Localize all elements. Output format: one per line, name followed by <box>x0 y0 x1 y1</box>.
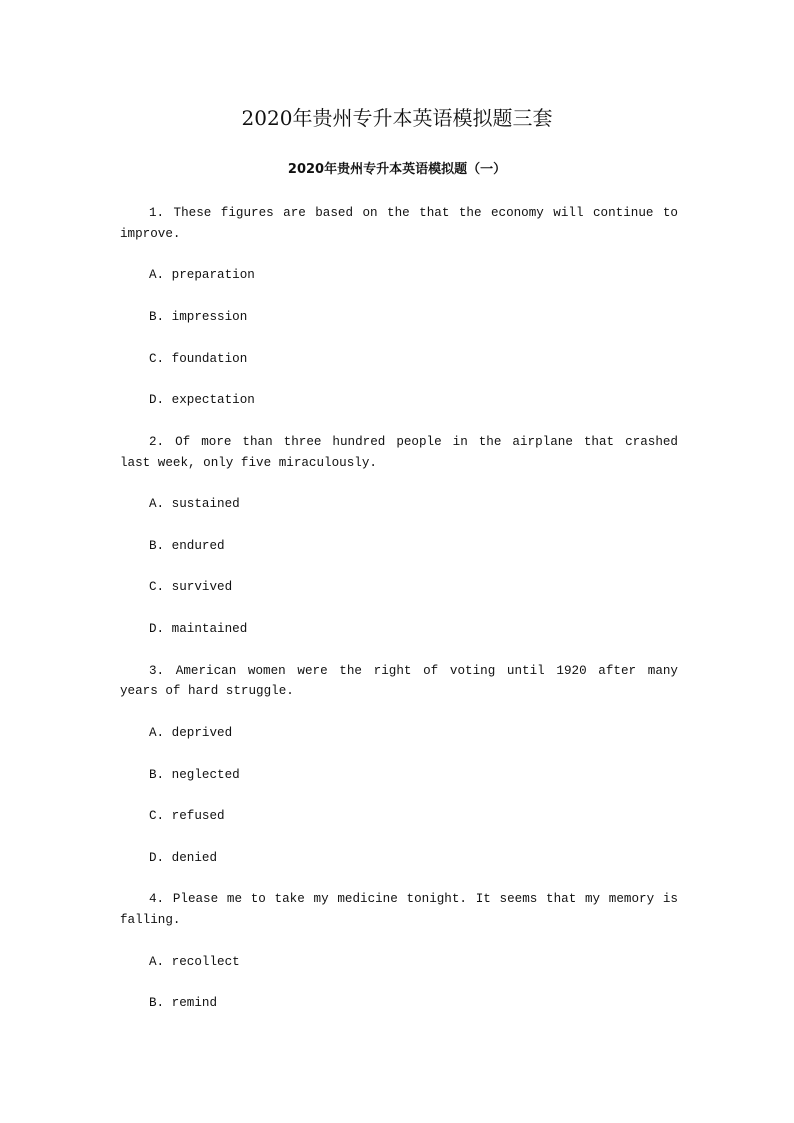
question-1-option-c: C. foundation <box>149 351 248 366</box>
question-1-option-a: A. preparation <box>149 268 255 283</box>
question-3-option-d: D. denied <box>149 850 218 865</box>
question-4-option-b: B. remind <box>149 996 218 1011</box>
question-1-stem: 1. These figures are based on the that the economy will continue to improve. <box>120 206 678 241</box>
section-title: 2020年贵州专升本英语模拟题（一） <box>287 162 507 177</box>
question-2-stem: 2. Of more than three hundred people in the airplane that crashed last week, only five miraculously. <box>120 434 678 470</box>
document-title: 2020年贵州专升本英语模拟题三套 <box>241 106 553 130</box>
question-1-option-d: D. expectation <box>149 393 255 408</box>
question-3-option-a: A. deprived <box>149 725 233 740</box>
question-3-stem: 3. American women were the right of voting until 1920 after many years of hard struggle. <box>120 663 678 699</box>
question-3-option-b: B. neglected <box>149 767 240 782</box>
question-2-option-b: B. endured <box>149 538 225 553</box>
question-1-option-b: B. impression <box>149 309 248 324</box>
document-body <box>120 203 678 1035</box>
question-3-option-c: C. refused <box>149 809 225 824</box>
question-2-option-c: C. survived <box>149 580 233 595</box>
question-4-option-a: A. recollect <box>149 954 240 969</box>
question-2-option-d: D. maintained <box>149 621 248 636</box>
question-2-option-a: A. sustained <box>149 497 240 512</box>
question-4-stem: 4. Please me to take my medicine tonight. It seems that my memory is falling. <box>120 892 678 928</box>
